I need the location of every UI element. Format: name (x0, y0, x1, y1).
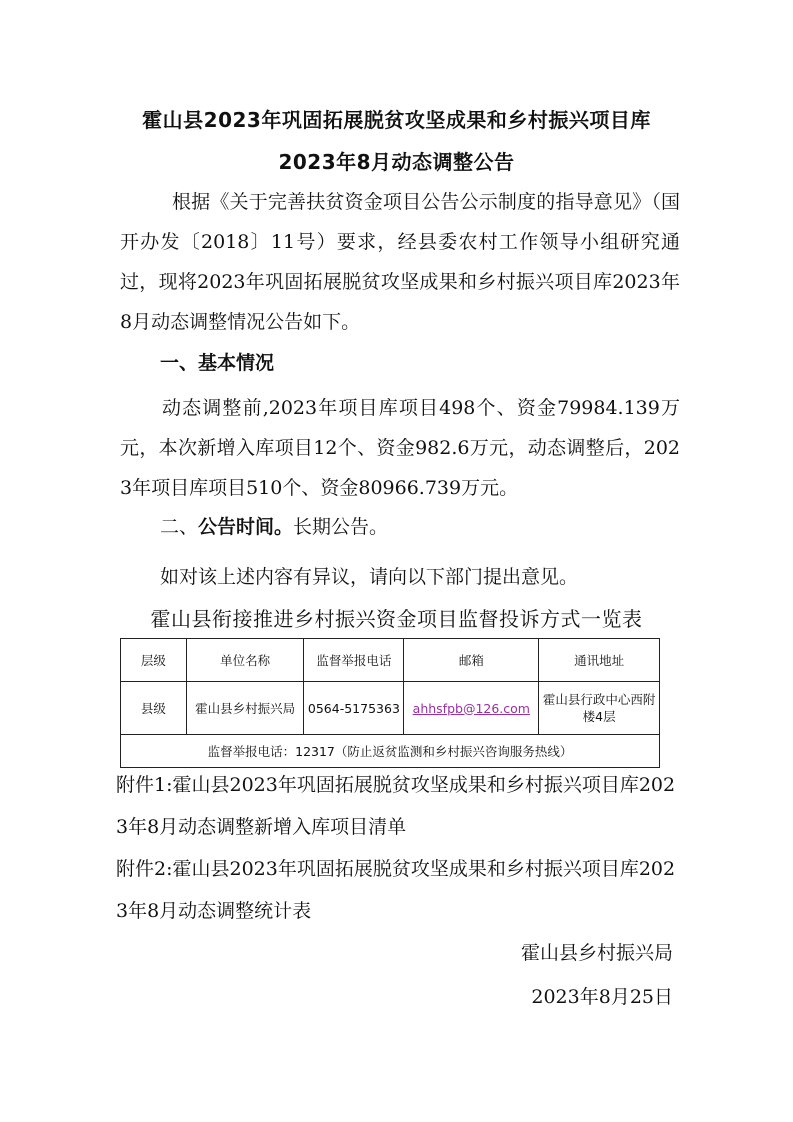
email-link[interactable]: ahhsfpb@126.com (412, 700, 530, 716)
hotline-note: 监督举报电话：12317（防止返贫监测和乡村振兴咨询服务热线） (121, 735, 660, 768)
table-row (121, 682, 660, 735)
table-title: 霍山县衔接推进乡村振兴资金项目监督投诉方式一览表 (150, 607, 643, 631)
cell-unit: 霍山县乡村振兴局 (186, 682, 304, 735)
complaint-contact-table (120, 638, 660, 768)
header-address: 通讯地址 (539, 639, 660, 682)
attachment-1: 附件1:霍山县2023年巩固拓展脱贫攻坚成果和乡村振兴项目库2023年8月动态调整新增入库项目清单 (116, 774, 676, 838)
document-title-line-1: 霍山县2023年巩固拓展脱贫攻坚成果和乡村振兴项目库 (142, 108, 651, 132)
header-email: 邮箱 (404, 639, 539, 682)
document-title-line-2: 2023年8月动态调整公告 (278, 150, 515, 174)
cell-email (404, 682, 539, 735)
section-2-line (160, 512, 388, 539)
table-header-row (121, 639, 660, 682)
table-footer-row (121, 735, 660, 768)
section-2-heading: 公告时间。 (198, 516, 294, 538)
cell-phone: 0564-5175363 (304, 682, 404, 735)
intro-paragraph: 根据《关于完善扶贫资金项目公告公示制度的指导意见》（国开办发〔2018〕11号）要求，经县委农村工作领导小组研究通过，现将2023年巩固拓展脱贫攻坚成果和乡村振兴项目库2023年8月动态调整情况公告如下。 (120, 191, 680, 333)
section-2-text: 长期公告。 (293, 516, 389, 538)
cell-level: 县级 (121, 682, 187, 735)
section-1-heading: 一、基本情况 (160, 352, 275, 374)
signature-organization: 霍山县乡村振兴局 (520, 942, 673, 964)
header-phone: 监督举报电话 (304, 639, 404, 682)
objection-paragraph: 如对该上述内容有异议，请向以下部门提出意见。 (160, 566, 579, 588)
attachment-2: 附件2:霍山县2023年巩固拓展脱贫攻坚成果和乡村振兴项目库2023年8月动态调整统计表 (116, 858, 676, 922)
signature-date: 2023年8月25日 (531, 986, 673, 1008)
section-2-prefix: 二、 (160, 516, 199, 538)
header-level: 层级 (121, 639, 187, 682)
header-unit: 单位名称 (186, 639, 304, 682)
cell-address: 霍山县行政中心西附楼4层 (539, 682, 660, 735)
section-1-body: 动态调整前,2023年项目库项目498个、资金79984.139万元，本次新增入库项目12个、资金982.6万元，动态调整后，2023年项目库项目510个、资金80966.739万元。 (120, 397, 680, 499)
